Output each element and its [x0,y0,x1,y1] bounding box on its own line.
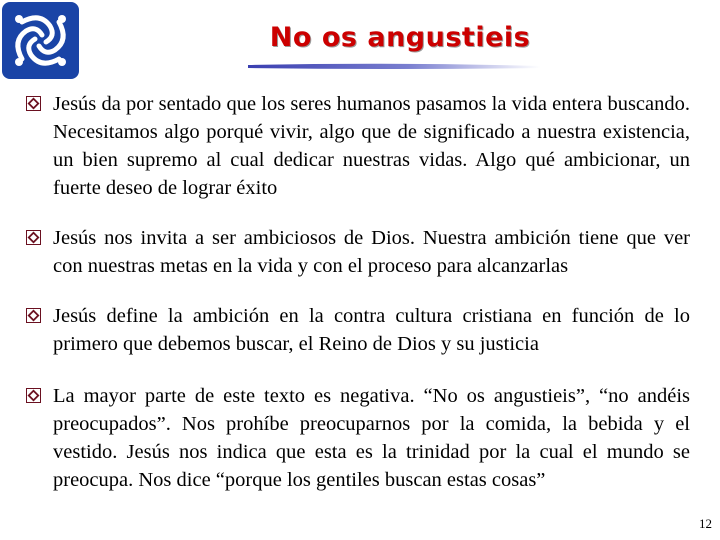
bullet-item [26,90,690,202]
bullet-item [26,302,690,358]
bullet-text: La mayor parte de este texto es negativa. “No os angustieis”, “no andéis preocupados”. Nos prohíbe preocuparnos por la comida, la bebida y el vestido. Jesús nos indica que esta es la trinidad por la cual el mundo se preocupa. Nos dice “porque los gentiles buscan estas cosas” [53,385,690,491]
bullet-text: Jesús nos invita a ser ambiciosos de Dios. Nuestra ambición tiene que ver con nuestras metas en la vida y con el proceso para alcanzarlas [53,227,690,277]
bullet-text: Jesús define la ambición en la contra cultura cristiana en función de lo primero que debemos buscar, el Reino de Dios y su justicia [53,305,690,355]
bullet-text: Jesús da por sentado que los seres humanos pasamos la vida entera buscando. Necesitamos algo porqué vivir, algo que de significado a nuestra existencia, un bien supremo al cual dedicar nuestras vidas. Algo qué ambicionar, un fuerte deseo de lograr éxito [53,93,690,199]
slide-title: No os angustieis [269,22,531,53]
page-number: 12 [699,516,712,531]
bullet-item [26,224,690,280]
diamond-bullet-icon [26,388,41,403]
bullet-item [26,382,690,494]
bullet-list [26,90,690,516]
title-container [0,22,720,53]
diamond-bullet-icon [26,230,41,245]
diamond-bullet-icon [26,96,41,111]
title-underline [248,62,540,70]
diamond-bullet-icon [26,308,41,323]
